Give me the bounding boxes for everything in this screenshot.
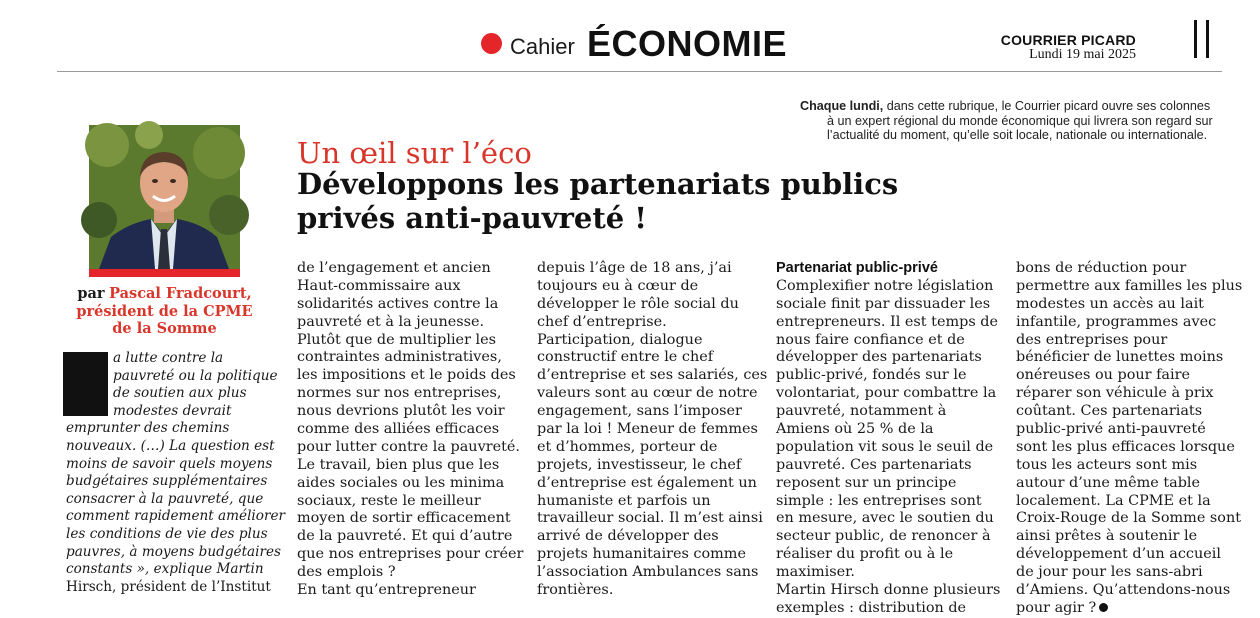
body-line: que nos entreprises pour créer (297, 546, 524, 563)
lead-line: de soutien aux plus (113, 385, 247, 402)
body-line: solidarités actives contre la (297, 295, 499, 312)
body-line: depuis l’âge de 18 ans, j’ai (537, 260, 732, 276)
body-line: de jour pour les sans-abri (1016, 564, 1203, 581)
body-line: pour lutter contre la pauvreté. (297, 438, 520, 455)
body-line: secteur public, de renoncer à (776, 528, 991, 545)
lead-line: emprunter des chemins (66, 420, 230, 437)
lead-line: consacrer à la pauvreté, que (66, 490, 264, 507)
body-line: pauvreté. Ces partenariats (776, 456, 972, 473)
body-line: tous les acteurs sont mis (1016, 456, 1198, 473)
body-line: Complexifier notre législation (776, 277, 994, 294)
body-line: constructif entre le chef (537, 349, 714, 366)
rubric-intro-line: l’actualité du moment, qu’elle soit locale, nationale ou internationale. (827, 128, 1208, 142)
page-header (0, 0, 1222, 72)
body-line: coûtant. Ces partenariats (1016, 403, 1203, 420)
body-line: moyen de sortir efficacement (297, 510, 511, 527)
rubric-intro-lead: Chaque lundi, (800, 99, 884, 113)
body-line: infantile, programmes avec (1016, 313, 1217, 330)
body-line: développer le rôle social du (537, 295, 739, 312)
body-line: des entreprises pour (1016, 331, 1168, 348)
body-line: autour d’une même table (1016, 474, 1201, 491)
body-column-1 (297, 260, 524, 600)
lead-line: les conditions de vie des plus (66, 525, 268, 542)
body-line: Haut-commissaire aux (297, 277, 461, 294)
rubric-intro-line: dans cette rubrique, le Courrier picard ouvre ses colonnes (883, 99, 1211, 113)
body-line: Amiens où 25 % de la (776, 421, 934, 438)
body-line: les impositions et le poids des (297, 367, 516, 384)
body-line: normes sur nos entreprises, (297, 385, 502, 402)
body-line: simple : les entreprises sont (776, 492, 982, 509)
body-line: comme des alliées efficaces (297, 421, 500, 438)
author-role: président de la CPME (76, 303, 253, 320)
body-line: arrivé de développer des (537, 528, 719, 545)
body-line: Participation, dialogue (537, 331, 703, 348)
end-of-article-icon (1099, 603, 1108, 612)
section-dot-icon (481, 33, 502, 54)
rubric-intro-line: à un expert régional du monde économique qui livrera son regard sur (827, 113, 1213, 128)
lead-line: modestes devrait (113, 402, 232, 419)
issue-date: Lundi 19 mai 2025 (1029, 47, 1136, 62)
body-line: Croix-Rouge de la Somme sont (1016, 510, 1242, 527)
body-line: d’entreprise est également un (537, 474, 757, 491)
lead-paragraph (66, 350, 285, 596)
rubric-intro (800, 99, 1260, 143)
body-column-3 (776, 260, 1001, 618)
body-line: sont les plus efficaces lorsque (1016, 438, 1235, 455)
body-line: nous faire confiance et de (776, 331, 965, 348)
body-line: public-privé, fondés sur le (776, 367, 967, 384)
author-byline (66, 285, 263, 337)
newspaper-name: COURRIER PICARD (1000, 32, 1136, 48)
body-line: projets humanitaires comme (537, 546, 746, 563)
body-line: et d’hommes, porteur de (537, 438, 718, 455)
lead-line: constants », explique Martin (66, 561, 264, 578)
lead-line: budgétaires supplémentaires (66, 473, 268, 490)
body-line: population vit sous le seuil de (776, 438, 994, 455)
body-line: sociaux, reste le meilleur (297, 492, 481, 509)
header-divider (57, 71, 1222, 72)
lead-line: moins de savoir quels moyens (66, 455, 273, 472)
body-line: Le travail, bien plus que les (297, 456, 500, 473)
headline-line: Développons les partenariats publics (297, 167, 899, 201)
body-line: réparer son véhicule à prix (1016, 385, 1214, 402)
lead-line: a lutte contre la (113, 350, 224, 366)
body-line: valeurs sont au cœur de notre (537, 385, 758, 402)
body-line: pauvreté, notamment à (776, 403, 947, 420)
body-line: engagement, sans l’imposer (537, 403, 742, 420)
body-line: nous devrions plutôt les voir (297, 403, 505, 420)
body-line: pour agir ? (1016, 599, 1097, 616)
body-line: bons de réduction pour (1016, 260, 1187, 276)
body-line: l’association Ambulances sans (537, 564, 759, 581)
lead-line: pauvreté ou la politique (113, 367, 278, 384)
body-line: localement. La CPME et la (1016, 492, 1211, 509)
body-line: maximiser. (776, 564, 855, 581)
body-line: d’entreprise et ses salariés, ces (537, 367, 768, 384)
body-line: Plutôt que de multiplier les (297, 331, 497, 348)
body-column-4 (1016, 260, 1243, 618)
section-subhead: Partenariat public-privé (776, 260, 938, 276)
author-name: Pascal Fradcourt, (109, 285, 252, 302)
lead-line: nouveaux. (…) La question est (66, 437, 275, 454)
body-line: de la pauvreté. Et qui d’autre (297, 528, 513, 545)
body-line: frontières. (537, 582, 614, 599)
body-line: permettre aux familles les plus (1016, 277, 1243, 294)
body-line: entrepreneurs. Il est temps de (776, 313, 999, 330)
section-prefix: Cahier (510, 34, 575, 59)
article-kicker: Un œil sur l’éco (297, 136, 532, 170)
section-title: ÉCONOMIE (587, 23, 788, 64)
body-line: chef d’entreprise. (537, 313, 667, 330)
body-line: volontariat, pour combattre la (776, 385, 997, 402)
body-line: contraintes administratives, (297, 349, 502, 366)
page-marker-icon (1192, 20, 1216, 58)
body-line: réaliser du profit ou à le (776, 546, 954, 563)
body-line: travailleur social. Il m’est ainsi (537, 510, 763, 527)
body-line: onéreuses ou pour faire (1016, 367, 1190, 384)
body-line: bénéficier de lunettes moins (1016, 349, 1224, 366)
body-line: de l’engagement et ancien (297, 260, 491, 276)
author-role: de la Somme (112, 320, 217, 337)
body-line: en mesure, avec le soutien du (776, 510, 994, 527)
author-photo (89, 125, 240, 277)
body-line: développer des partenariats (776, 349, 982, 366)
body-line: toujours eu à cœur de (537, 277, 699, 294)
article-headline (297, 167, 917, 235)
body-line: projets, investisseur, le chef (537, 456, 742, 473)
lead-line: Hirsch, président de l’Institut (66, 578, 271, 595)
body-line: développement d’un accueil (1016, 546, 1221, 563)
body-line: reposent sur un principe (776, 474, 957, 491)
body-line: pauvreté et à la jeunesse. (297, 313, 485, 330)
body-line: sociale finit par dissuader les (776, 295, 991, 312)
body-line: ainsi prêtes à soutenir le (1016, 528, 1198, 545)
body-line: des emplois ? (297, 564, 396, 581)
byline-par: par (77, 285, 105, 302)
body-line: modestes un accès au lait (1016, 295, 1204, 312)
body-line: En tant qu’entrepreneur (297, 582, 476, 599)
lead-line: comment rapidement améliorer (66, 508, 285, 525)
body-line-last (1016, 600, 1238, 618)
body-line: par la loi ! Meneur de femmes (537, 421, 758, 438)
lead-line: pauvres, à moyens budgétaires (66, 543, 282, 560)
body-line: exemples : distribution de (776, 599, 967, 616)
headline-line: privés anti-pauvreté ! (297, 201, 648, 235)
body-line: d’Amiens. Qu’attendons-nous (1016, 582, 1231, 599)
body-line: aides sociales ou les minima (297, 474, 505, 491)
body-column-2 (537, 260, 768, 600)
body-line: humaniste et parfois un (537, 492, 711, 509)
body-line: Martin Hirsch donne plusieurs (776, 582, 1001, 599)
body-line: public-privé anti-pauvreté (1016, 421, 1206, 438)
